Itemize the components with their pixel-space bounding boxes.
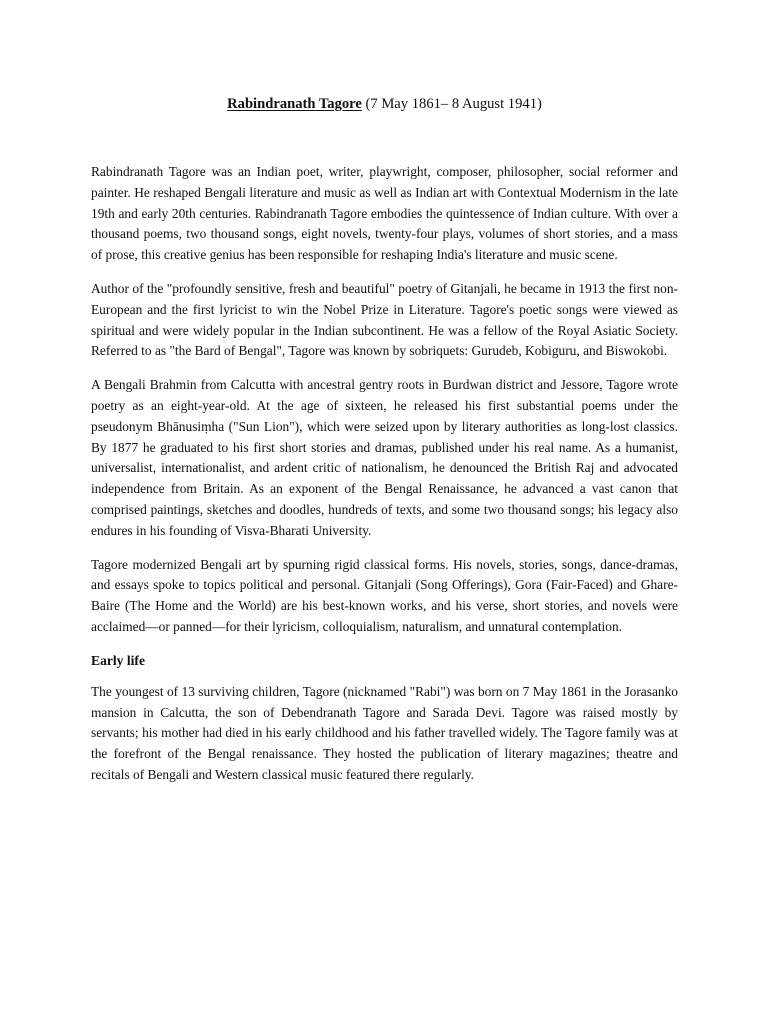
paragraph-intro: Rabindranath Tagore was an Indian poet, writer, playwright, composer, philosopher, social reformer and painter. He reshaped Bengali literature and music as well as Indian art with Contextual Modernism in the late 19th and early 20th centuries. Rabindranath Tagore embodies the quintessence of Indian culture. With over a thousand poems, two thousand songs, eight novels, twenty-four plays, volumes of short stories, and a mass of prose, this creative genius has been responsible for reshaping India's literature and music scene.: [91, 164, 678, 263]
paragraph-nobel: Author of the "profoundly sensitive, fresh and beautiful" poetry of Gitanjali, he became in 1913 the first non-European and the first lyricist to win the Nobel Prize in Literature. Tagore's poetic songs were viewed as spiritual and were widely popular in the Indian subcontinent. He was a fellow of the Royal Asiatic Society. Referred to as "the Bard of Bengal", Tagore was known by sobriquets: Gurudeb, Kobiguru, and Biswokobi.: [91, 280, 678, 359]
paragraph-early-life: The youngest of 13 surviving children, Tagore (nicknamed "Rabi") was born on 7 May 1861 in the Jorasanko mansion in Calcutta, the son of Debendranath Tagore and Sarada Devi. Tagore was raised mostly by servants; his mother had died in his early childhood and his father travelled widely. The Tagore family was at the forefront of the Bengal renaissance. They hosted the publication of literary magazines; theatre and recitals of Bengali and Western classical music featured there regularly.: [91, 683, 678, 782]
title-dates: (7 May 1861– 8 August 1941): [361, 96, 542, 112]
title-name: Rabindranath Tagore: [227, 96, 362, 112]
section-heading-early-life: Early life: [91, 652, 145, 668]
paragraph-modernized-art: Tagore modernized Bengali art by spurning rigid classical forms. His novels, stories, songs, dance-dramas, and essays spoke to topics political and personal. Gitanjali (Song Offerings), Gora (Fair-Faced) and Ghare-Baire (The Home and the World) are his best-known works, and his verse, short stories, and novels were acclaimed—or panned—for their lyricism, colloquialism, naturalism, and unnatural contemplation.: [91, 556, 678, 634]
document-page: [91, 94, 678, 799]
document-title: [91, 94, 678, 114]
paragraph-bengali-brahmin: A Bengali Brahmin from Calcutta with ancestral gentry roots in Burdwan district and Jessore, Tagore wrote poetry as an eight-year-old. At the age of sixteen, he released his first substantial poems under the pseudonym Bhānusiṃha ("Sun Lion"), which were seized upon by literary authorities as long-lost classics. By 1877 he graduated to his first short stories and dramas, published under his real name. As a humanist, universalist, internationalist, and ardent critic of nationalism, he denounced the British Raj and advocated independence from Britain. As an exponent of the Bengal Renaissance, he advanced a vast canon that comprised paintings, sketches and doodles, hundreds of texts, and some two thousand songs; his legacy also endures in his founding of Visva-Bharati University.: [91, 377, 678, 538]
